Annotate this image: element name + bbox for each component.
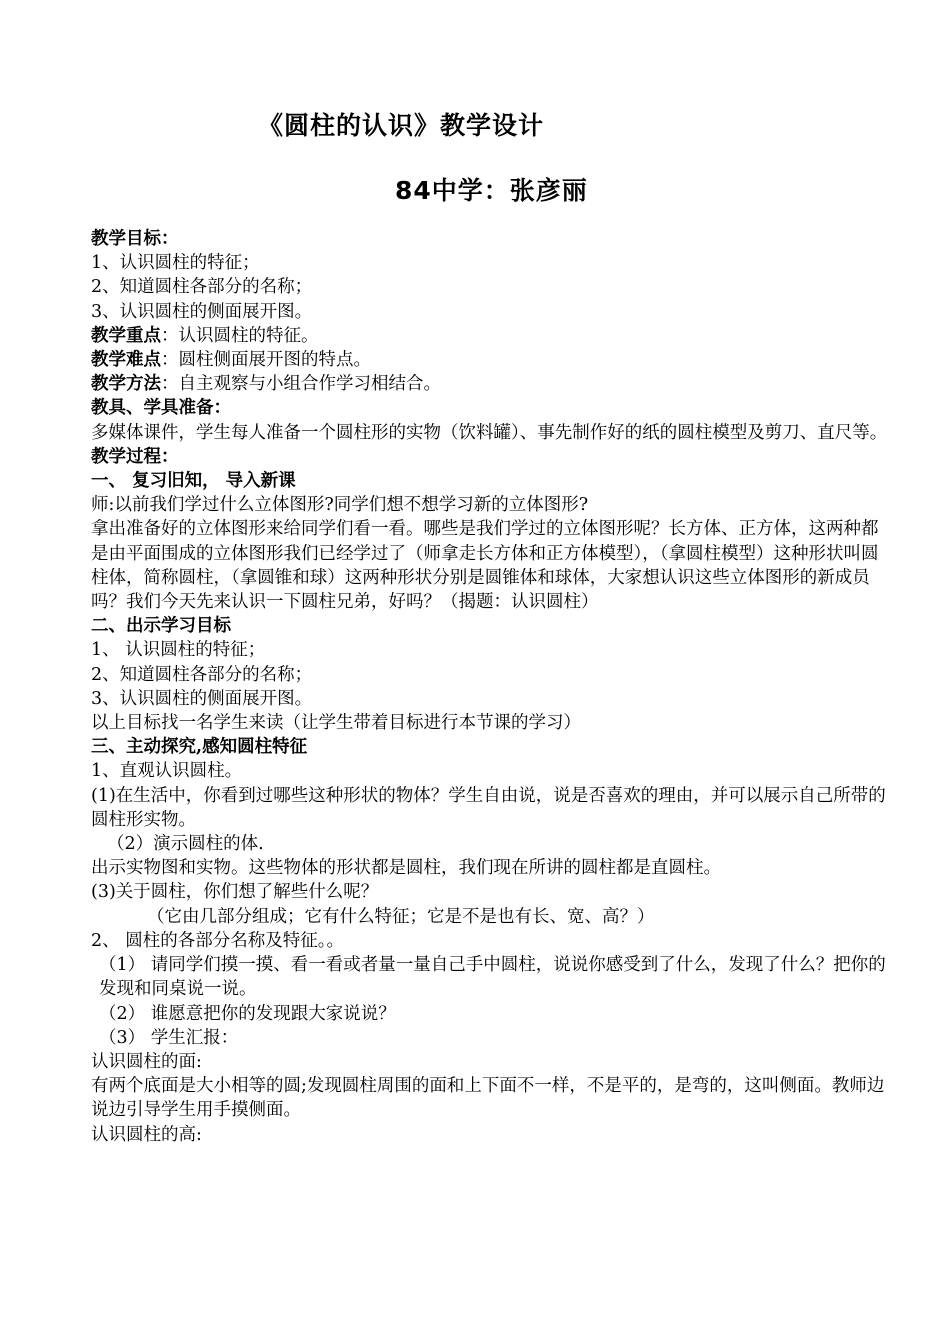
list-item: 3、认识圆柱的侧面展开图。 bbox=[91, 688, 313, 709]
paragraph: 多媒体课件，学生每人准备一个圆柱形的实物（饮料罐）、事先制作好的纸的圆柱模型及剪刀、直尺等。 bbox=[91, 422, 888, 443]
paragraph: (1)在生活中，你看到过哪些这种形状的物体？学生自由说，说是否喜欢的理由，并可以展示自己所带的圆柱形实物。 bbox=[91, 785, 886, 830]
difficulty-line bbox=[91, 348, 891, 372]
paragraph: （3） 学生汇报： bbox=[99, 1027, 239, 1048]
document-author: 84中学：张彦丽 bbox=[395, 176, 588, 205]
difficulty-text: ：圆柱侧面展开图的特点。 bbox=[161, 350, 371, 371]
method-line bbox=[91, 372, 891, 396]
key-point-label: 教学重点 bbox=[91, 325, 161, 346]
sub-heading: 2、 圆柱的各部分名称及特征。。 bbox=[91, 930, 344, 951]
paragraph: 以上目标找一名学生来读（让学生带着目标进行本节课的学习） bbox=[91, 713, 581, 734]
document-body bbox=[91, 227, 891, 1147]
section-label-materials: 教具、学具准备： bbox=[91, 398, 231, 419]
paragraph: (3)关于圆柱，你们想了解些什么呢？ bbox=[91, 882, 379, 903]
paragraph: （2）演示圆柱的体. bbox=[107, 834, 264, 855]
paragraph: （它由几部分组成；它有什么特征；它是不是也有长、宽、高？） bbox=[147, 906, 655, 927]
paragraph: （1） 请同学们摸一摸、看一看或者量一量自己手中圆柱，说说你感受到了什么，发现了什么？把你的发现和同桌说一说。 bbox=[99, 955, 886, 1000]
paragraph: 有两个底面是大小相等的圆;发现圆柱周围的面和上下面不一样，不是平的，是弯的，这叫侧面。教师边说边引导学生用手摸侧面。 bbox=[91, 1076, 885, 1121]
section-label-objectives: 教学目标： bbox=[91, 229, 179, 249]
document-title: 《圆柱的认识》教学设计 bbox=[258, 111, 545, 140]
paragraph: （2） 谁愿意把你的发现跟大家说说？ bbox=[99, 1003, 396, 1024]
objective-item: 1、认识圆柱的特征； bbox=[91, 253, 260, 274]
paragraph: 师:以前我们学过什么立体图形?同学们想不想学习新的立体图形? bbox=[91, 495, 589, 516]
paragraph: 拿出准备好的立体图形来给同学们看一看。哪些是我们学过的立体图形呢？长方体、正方体，这两种都是由平面围成的立体图形我们已经学过了（师拿走长方体和正方体模型），（拿圆柱模型）这种形状叫圆柱体，简称圆柱，（拿圆锥和球）这两种形状分别是圆锥体和球体，大家想认识这些立体图形的新成员吗？我们今天先来认识一下圆柱兄弟，好吗？（揭题：认识圆柱） bbox=[91, 519, 879, 613]
method-label: 教学方法 bbox=[91, 374, 161, 395]
objective-item: 2、知道圆柱各部分的名称； bbox=[91, 277, 313, 298]
section-heading: 三、主动探究,感知圆柱特征 bbox=[91, 737, 308, 758]
section-heading: 一、 复习旧知， 导入新课 bbox=[91, 471, 296, 492]
key-point-text: ：认识圆柱的特征。 bbox=[161, 325, 319, 346]
list-item: 1、 认识圆柱的特征； bbox=[91, 640, 266, 661]
difficulty-label: 教学难点 bbox=[91, 350, 161, 371]
paragraph: 出示实物图和实物。这些物体的形状都是圆柱，我们现在所讲的圆柱都是直圆柱。 bbox=[91, 858, 721, 879]
paragraph: 认识圆柱的高: bbox=[91, 1124, 202, 1145]
section-label-process: 教学过程： bbox=[91, 446, 179, 467]
paragraph: 认识圆柱的面: bbox=[91, 1051, 202, 1072]
list-item: 2、知道圆柱各部分的名称； bbox=[91, 664, 313, 685]
method-text: ：自主观察与小组合作学习相结合。 bbox=[161, 374, 441, 395]
objective-item: 3、认识圆柱的侧面展开图。 bbox=[91, 301, 313, 322]
section-heading: 二、出示学习目标 bbox=[91, 616, 231, 637]
key-point-line bbox=[91, 324, 891, 348]
sub-heading: 1、直观认识圆柱。 bbox=[91, 761, 243, 782]
